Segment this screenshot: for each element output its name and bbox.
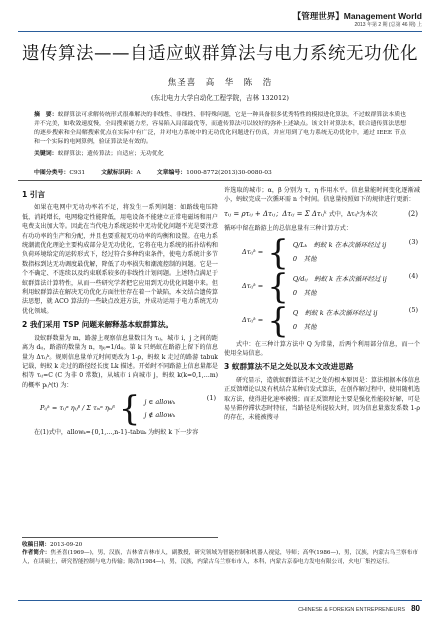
abstract <box>34 110 406 159</box>
journal-english-name: CHINESE & FOREIGN ENTREPRENEURS <box>298 607 406 613</box>
case-c-bottom: 0 其他 <box>292 322 317 331</box>
equation-number-5: (5) <box>408 305 418 314</box>
received-date: 收稿日期：2013-09-20 <box>22 542 83 548</box>
classification-row <box>34 167 406 176</box>
article-authors: 焦圣喜 高 华 陈 浩 <box>167 78 273 88</box>
article-affiliation: (东北电力大学自动化工程学院，吉林 132012) <box>151 94 289 102</box>
author-bio: 作者简介：焦圣喜(1969—)，男，汉族，吉林省吉林市人，副教授，研究领域为智能控制和机器人视觉，导师；高华(1986—)，男，汉族，内蒙古乌兰察布市人，在读硕士，研究智能控制与电力传输；陈浩(1984—)，男，汉族，内蒙古乌兰察布市人，本科，内蒙古京泰电力发电有限公司，火电厂集控运行。 <box>22 550 418 565</box>
journal-header <box>0 0 440 34</box>
equation-number-2: (2) <box>408 209 418 218</box>
formula-cond-b: j ∉ allowₖ <box>144 411 176 420</box>
footnote-rule <box>22 537 218 538</box>
formula-ant-cycle: Δτᵢⱼᵏ = { Q/Lₖ 蚂蚁 k 在本次循环经过 ij 0 其他 (3) <box>242 232 418 273</box>
case-c-top: Q 蚂蚁 k 在本次循环经过 ij <box>292 309 378 318</box>
abstract-text: 蚁群算法可求解传统形式很难解决的非线性、非线性、非特殊问题，它是一种具备很多优秀特性的模拟进化算法，不过蚁群算法本质也并不完美，如收敛速度慢，全局搜索能力差，容易陷入局部最优等，而遗传算法可以较好的弥补上述缺点。该文针对算法本，联合遗传算法思想的逐步搜索和全局解搜索优点在实际中有广泛，并对电力系统中的无功优化问题进行仿真，并应用到了电力系统无功优化中，通过 IEEE 节点和一个实际的电网算例，验证算法是有效的。 <box>34 112 407 145</box>
section-heading-1: 1 引言 <box>22 190 46 199</box>
section-heading-3: 3 蚁群算法不足之处以及本文改进思路 <box>224 362 354 372</box>
page-footer <box>298 604 420 613</box>
article-title: 遗传算法——自适应蚁群算法与电力系统无功优化 <box>22 44 418 64</box>
footnote <box>22 541 418 566</box>
case-b-bottom: 0 其他 <box>292 288 317 297</box>
article-number: 文章编号：1000-8772(2013)30-0080-03 <box>156 169 272 176</box>
page-number: 80 <box>411 604 420 613</box>
formula-update: τᵢⱼ = ρτᵢⱼ + Δτᵢⱼ；Δτᵢⱼ = Σ Δτᵢⱼᵏ 式中，Δτᵢⱼᵏ为本次 (2) <box>224 209 418 218</box>
formula-cond-a: j ∈ allowₖ <box>144 397 176 406</box>
case-b-top: Q/dᵢⱼ 蚂蚁 k 在本次循环经过 ij <box>292 275 387 284</box>
header-issue: 2013 年第 2 期 (总第 46 期) 上 <box>354 22 422 28</box>
paragraph-tsp: 设蚁群数量为 m，路游上观察信息量数目为 τᵢⱼ，城市 i，j 之间的距离为 dᵢⱼ，路游的数量为 n，ηᵢⱼ=1/dᵢⱼ。第 k 只蚂蚁在路游上留下的信息量为 Δτᵢⱼᵏ。规则信息量单元时间更改为 1-ρ，蚂蚁 k 走过的路游 tabuk 记载，蚂蚁 k 走过的路径经长度 Lk 描述。开始时不同路游上信息量都是相等 τᵢⱼ=C (C 为非 0 常数)，从城市 i 向城市 j，蚂蚁 k(k=0,1,…m) 的概率 pᵢⱼᵏ(t) 为： <box>22 334 218 389</box>
watermark: ░░ <box>58 135 82 157</box>
equation-number-3: (3) <box>408 237 418 246</box>
paragraph-global: 式中：在三种计算方法中 Q 为常量，后两个利用部分信息，而一个使用全局信息。 <box>224 340 420 358</box>
left-column <box>22 186 218 438</box>
formula-probability: Pᵢⱼᵏ = τᵢⱼᵅ ηᵢⱼᵝ / Σ τᵢₛᵅ ηᵢₛᵝ { j ∈ allowₖ j ∉ allowₖ (1) <box>40 389 216 430</box>
paragraph-update: 许选取的城市；α，β 分别为 τ，η 作用水平。信息量能时间变化逐渐减小，蚂蚁完成一次循环需 n 个时间。信息量按照如下的规律进行更新： <box>224 187 420 204</box>
formula-ant-quantity: Δτᵢⱼᵏ = { Q 蚂蚁 k 在本次循环经过 ij 0 其他 (5) <box>242 300 418 341</box>
formula-lhs: Pᵢⱼᵏ = τᵢⱼᵅ ηᵢⱼᵝ / Σ τᵢₛᵅ ηᵢₛᵝ <box>40 404 115 413</box>
paragraph-intro: 如果在电网中无功功率若不足，将发生一系列问题：如路线电压降低，消耗增长，电网稳定性能降低，用电设备不能建立正常电磁场和用户电费支出加大等。因此在当代电力系统运转中无功优化问题不光是要注意有功功率的生产和分配，并且也要重视无功功率的均衡和设置。在电力系统潮流优化理论主要构成部分是无功优化，它将在电力系统的拓扑结构和负荷环境给定的运转形式下，经过符合多种约束条件，使电力系统计多节数指标到达无功调度最优解，降低了功率损失和潮流控制的问题。它是一个不确定、不连续以及约束联系较多的非线性计划问题。上述特点满足于蚁群算法计算特性，从而一些研究学者把它应用到无功优化问题中来。但利用蚁群算法在解决无功优化方面往往存在着一个缺陷，本文结合遗传算法思想，就 ACO 算法的一些缺点改进方法，并成功运用于电力系统无功优化领域。 <box>22 204 218 315</box>
equation-number-1: (1) <box>206 394 216 403</box>
paragraph-shortcomings: 研究显示，造就蚁群算法不足之处的根本原因是：算法根据本体信息正反馈增论以及有机结合某种启发式算法，在创作解过程中，使用随机选取方法，使得进化速率被慢；而正反馈理论主要是强化性能较好解，可是易呈滞停滞状态时特征，当路径是所提较大时，因为信息量蒸发系数 1-ρ 的存在，未能被搜寻 <box>224 376 420 422</box>
case-a-top: Q/Lₖ 蚂蚁 k 在本次循环经过 ij <box>292 241 387 250</box>
body-rule <box>18 180 422 181</box>
paragraph-three-ways: 循环中留在路游上的总信息量有三种计算方式： <box>224 225 352 233</box>
equation-number-4: (4) <box>408 271 418 280</box>
keywords-label: 关键词： <box>34 150 58 157</box>
doc-code: 文献标识码：A <box>101 169 141 176</box>
keywords-text: 蚁群算法；遗传算法；自适应；无功优化 <box>57 151 164 157</box>
paragraph-allow: 在(1)式中，allowₖ={0,1,…,n-1}-tabuₖ 为蚂蚁 k 下一步容 <box>34 429 199 437</box>
footer-rule <box>18 600 422 601</box>
right-column <box>224 186 420 423</box>
clc-code: 中图分类号：C931 <box>34 169 86 176</box>
formula-ant-density: Δτᵢⱼᵏ = { Q/dᵢⱼ 蚂蚁 k 在本次循环经过 ij 0 其他 (4) <box>242 266 418 307</box>
keywords <box>34 149 406 159</box>
section-heading-2: 2 我们采用 TSP 问题来解释基本蚁群算法。 <box>22 320 173 330</box>
case-a-bottom: 0 其他 <box>292 254 317 263</box>
header-rule <box>18 31 422 32</box>
abstract-label: 摘 要： <box>34 111 58 118</box>
header-column: 【管理世界】Management World <box>292 11 422 21</box>
